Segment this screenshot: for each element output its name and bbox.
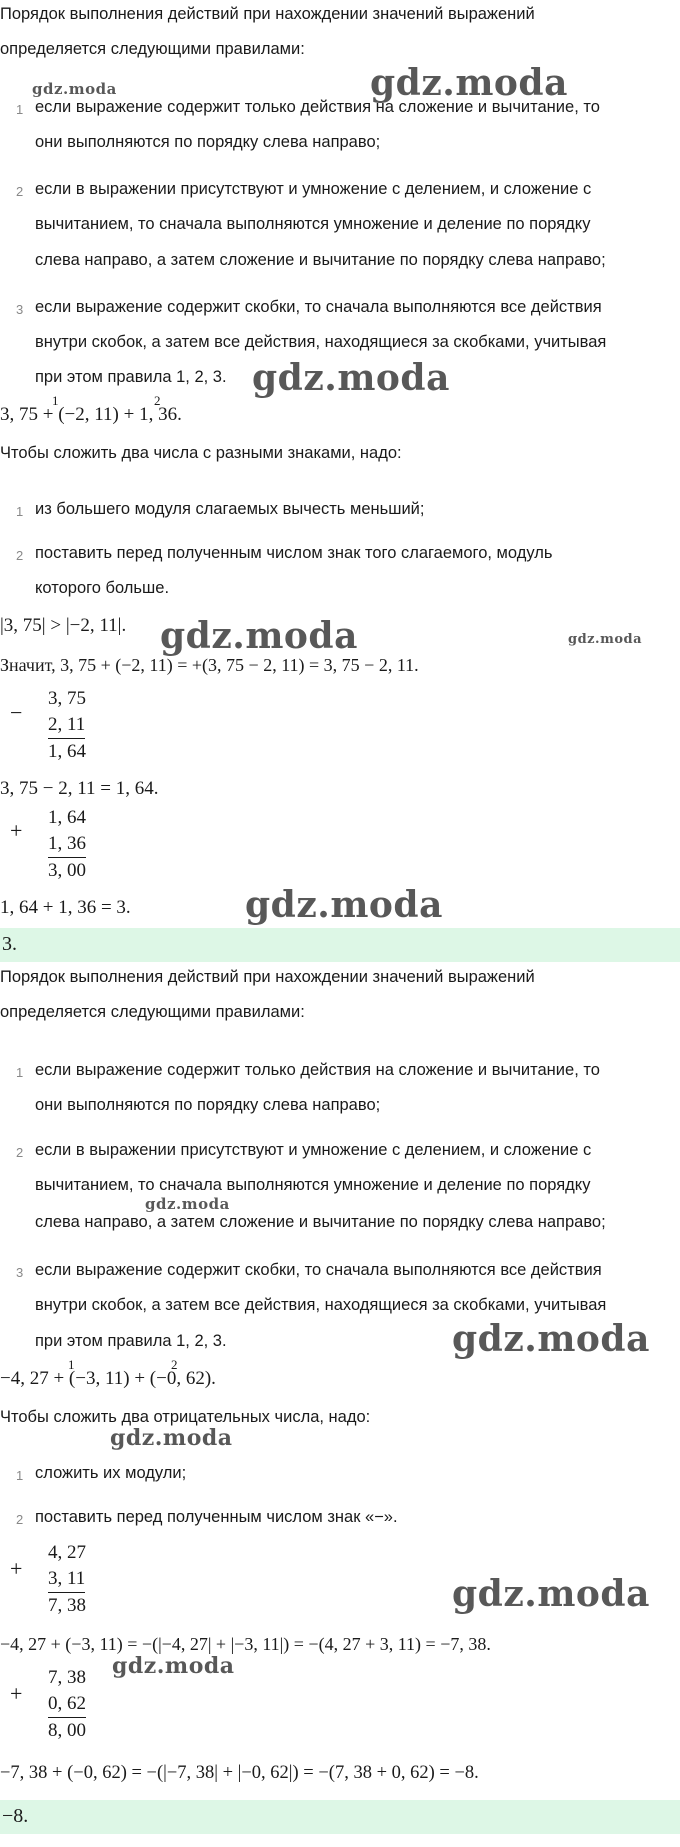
column-operand: 1, 36 [48,831,86,858]
therefore-line: Значит, 3, 75 + (−2, 11) = +(3, 75 − 2, 11) = 3, 75 − 2, 11. [0,655,419,675]
step-number: 2 [16,548,24,563]
rule-number: 1 [16,1065,24,1080]
column-subtraction [48,686,86,765]
rule-text: они выполняются по порядку слева направо; [35,133,381,151]
column-addition [48,805,86,884]
order-mark: 2 [171,1357,178,1372]
step-text: поставить перед полученным числом знак «−». [35,1508,398,1526]
step-text: сложить их модули; [35,1464,187,1482]
rule-text: если в выражении присутствуют и умножение с делением, и сложение с [35,1141,592,1159]
order-mark: 2 [154,393,161,408]
column-addition [48,1665,86,1744]
rules-intro-line-2: определяется следующими правилами: [0,1003,305,1021]
watermark-logo: gdz.moda [112,1653,235,1679]
column-sign: + [10,1556,23,1581]
result-line: −7, 38 + (−0, 62) = −(|−7, 38| + |−0, 62|) = −(7, 38 + 0, 62) = −8. [0,1763,479,1783]
answer: −8. [2,1805,29,1827]
rule-text: слева направо, а затем сложение и вычитание по порядку слева направо; [35,1213,606,1231]
column-result: 3, 00 [48,860,86,881]
rule-text: внутри скобок, а затем все действия, находящиеся за скобками, учитывая [35,1296,607,1314]
rule-intro: Чтобы сложить два числа с разными знаками, надо: [0,444,402,462]
column-sign: − [10,700,23,725]
column-operand: 2, 11 [48,712,85,739]
column-result: 7, 38 [48,1595,86,1616]
rule-number: 3 [16,302,24,317]
column-result: 1, 64 [48,741,86,762]
rule-text: при этом правила 1, 2, 3. [35,1332,227,1350]
column-result: 8, 00 [48,1720,86,1741]
watermark-logo: gdz.moda [452,1318,650,1360]
watermark-logo: gdz.moda [32,80,117,98]
answer: 3. [2,933,17,955]
rule-number: 2 [16,1145,24,1160]
column-operand: 0, 62 [48,1691,86,1718]
expression: −4, 27 + (−3, 11) + (−0, 62). [0,1368,216,1389]
watermark-logo: gdz.moda [160,615,358,657]
watermark-logo: gdz.moda [245,884,443,926]
rules-intro-line-2: определяется следующими правилами: [0,40,305,58]
rule-text: вычитанием, то сначала выполняются умножение и деление по порядку [35,215,591,233]
watermark-logo: gdz.moda [370,62,568,104]
rule-text: если выражение содержит скобки, то сначала выполняются все действия [35,298,602,316]
step-text: из большего модуля слагаемых вычесть меньший; [35,500,425,518]
watermark-logo: gdz.moda [452,1573,650,1615]
answer-band [0,1800,680,1834]
rules-intro-line-1: Порядок выполнения действий при нахождении значений выражений [0,968,535,986]
rule-number: 2 [16,184,24,199]
column-addition [48,1540,86,1619]
rule-text: при этом правила 1, 2, 3. [35,368,227,386]
rule-text: внутри скобок, а затем все действия, находящиеся за скобками, учитывая [35,333,607,351]
result-line: −4, 27 + (−3, 11) = −(|−4, 27| + |−3, 11|) = −(4, 27 + 3, 11) = −7, 38. [0,1634,491,1654]
watermark-logo: gdz.moda [252,357,450,399]
rule-text: они выполняются по порядку слева направо; [35,1096,381,1114]
order-mark: 1 [52,393,59,408]
watermark-logo: gdz.moda [110,1425,233,1451]
column-sign: + [10,1681,23,1706]
order-mark: 1 [68,1357,75,1372]
step-text: которого больше. [35,579,170,597]
rule-text: если выражение содержит только действия на сложение и вычитание, то [35,1061,600,1079]
column-sign: + [10,818,23,843]
column-operand: 7, 38 [48,1667,86,1688]
rule-text: если выражение содержит только действия на сложение и вычитание, то [35,98,600,116]
rule-text: если выражение содержит скобки, то сначала выполняются все действия [35,1261,602,1279]
comparison: |3, 75| > |−2, 11|. [0,615,127,636]
rule-text: слева направо, а затем сложение и вычитание по порядку слева направо; [35,251,606,269]
step-number: 1 [16,504,24,519]
column-operand: 3, 11 [48,1566,85,1593]
column-operand: 3, 75 [48,688,86,709]
step-text: поставить перед полученным числом знак того слагаемого, модуль [35,544,553,562]
rules-intro-line-1: Порядок выполнения действий при нахождении значений выражений [0,5,535,23]
watermark-logo: gdz.moda [568,632,643,647]
column-operand: 4, 27 [48,1542,86,1563]
step-number: 2 [16,1512,24,1527]
watermark-logo: gdz.moda [145,1195,230,1213]
column-operand: 1, 64 [48,807,86,828]
rule-text: вычитанием, то сначала выполняются умножение и деление по порядку [35,1176,591,1194]
step-number: 1 [16,1468,24,1483]
rule-intro: Чтобы сложить два отрицательных числа, надо: [0,1408,371,1426]
result-line: 1, 64 + 1, 36 = 3. [0,897,131,918]
result-line: 3, 75 − 2, 11 = 1, 64. [0,778,159,799]
answer-band [0,928,680,962]
expression: 3, 75 + (−2, 11) + 1, 36. [0,404,182,425]
rule-number: 1 [16,102,24,117]
rule-text: если в выражении присутствуют и умножение с делением, и сложение с [35,180,592,198]
rule-number: 3 [16,1265,24,1280]
